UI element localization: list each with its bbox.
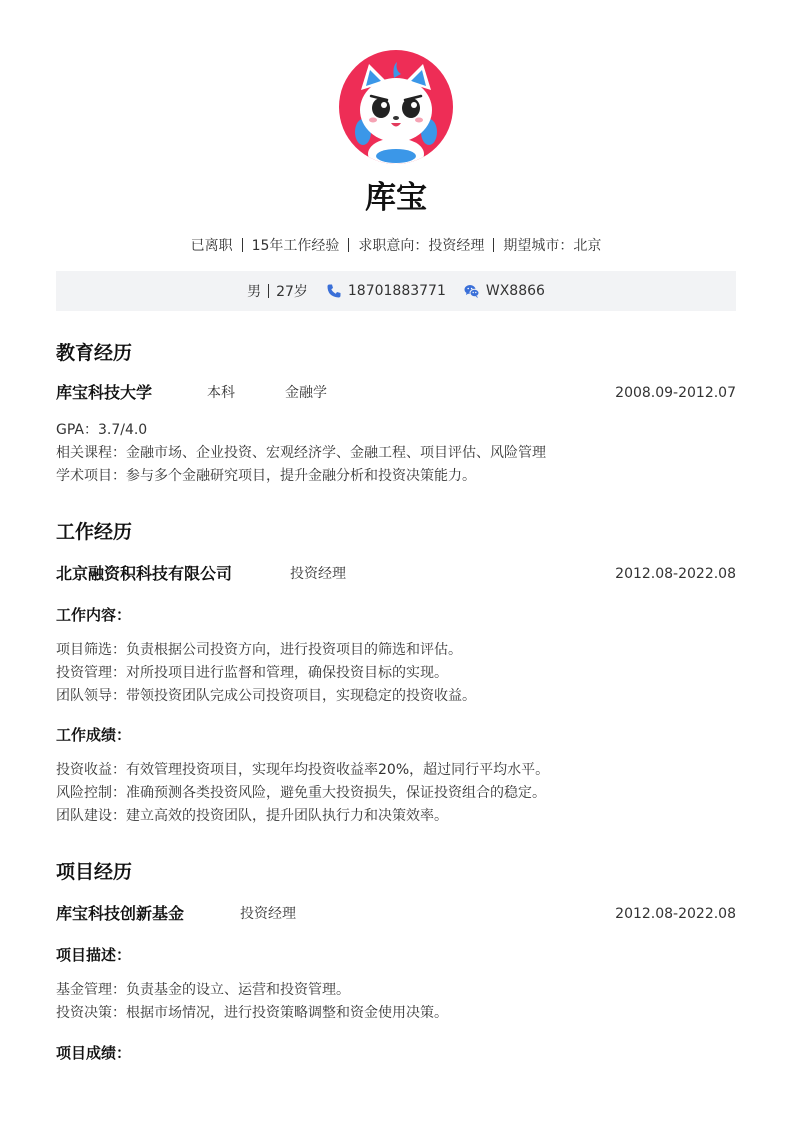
employment-status: 已离职 [190,238,233,254]
separator [493,238,494,252]
work-content-item: 团队领导：带领投资团队完成公司投资项目，实现稳定的投资收益。 [56,688,476,704]
project-role: 投资经理 [240,906,296,922]
major: 金融学 [285,385,327,401]
age: 27岁 [276,284,308,300]
project-desc-heading: 项目描述： [56,946,132,964]
work-date: 2012.08-2022.08 [615,566,736,582]
separator [242,238,243,252]
project-desc-item: 基金管理：负责基金的设立、运营和投资管理。 [56,982,350,998]
work-content-item: 投资管理：对所投项目进行监督和管理，确保投资目标的实现。 [56,665,448,681]
education-gpa: GPA：3.7/4.0 [56,422,148,438]
avatar-mascot-icon [339,50,453,164]
project-row [56,902,736,926]
project-date: 2012.08-2022.08 [615,906,736,922]
job-intention: 求职意向：投资经理 [358,238,485,254]
work-results-heading: 工作成绩： [56,726,132,744]
education-date: 2008.09-2012.07 [615,385,736,401]
phone-icon [326,283,342,299]
work-result-item: 投资收益：有效管理投资项目，实现年均投资收益率20%，超过同行平均水平。 [56,762,550,778]
work-content-item: 项目筛选：负责根据公司投资方向，进行投资项目的筛选和评估。 [56,642,462,658]
wechat-icon [464,283,480,299]
wechat-id: WX8866 [485,283,545,299]
school-name: 库宝科技大学 [56,383,153,402]
work-result-item: 团队建设：建立高效的投资团队，提升团队执行力和决策效率。 [56,808,448,824]
company-name: 北京融资积科技有限公司 [56,564,233,583]
separator [348,238,349,252]
work-result-item: 风险控制：准确预测各类投资风险，避免重大投资损失，保证投资组合的稳定。 [56,785,546,801]
work-content-heading: 工作内容： [56,606,132,624]
project-heading: 项目经历 [56,861,133,883]
project-name: 库宝科技创新基金 [56,904,185,923]
avatar [339,50,453,164]
education-heading: 教育经历 [56,342,133,364]
separator [268,284,269,298]
project-results-heading: 项目成绩： [56,1044,132,1062]
summary-line [0,236,792,256]
work-role: 投资经理 [290,566,346,582]
education-row [56,381,736,405]
contact-bar [56,271,736,311]
expected-city: 期望城市：北京 [503,238,602,254]
candidate-name: 库宝 [365,180,427,216]
phone-number: 18701883771 [347,283,446,299]
years-experience: 15年工作经验 [251,238,340,254]
project-desc-item: 投资决策：根据市场情况，进行投资策略调整和资金使用决策。 [56,1005,448,1021]
gender: 男 [247,284,262,300]
degree: 本科 [207,385,235,401]
work-row [56,562,736,586]
education-courses: 相关课程：金融市场、企业投资、宏观经济学、金融工程、项目评估、风险管理 [56,445,546,461]
work-heading: 工作经历 [56,521,133,543]
education-projects: 学术项目：参与多个金融研究项目，提升金融分析和投资决策能力。 [56,468,476,484]
